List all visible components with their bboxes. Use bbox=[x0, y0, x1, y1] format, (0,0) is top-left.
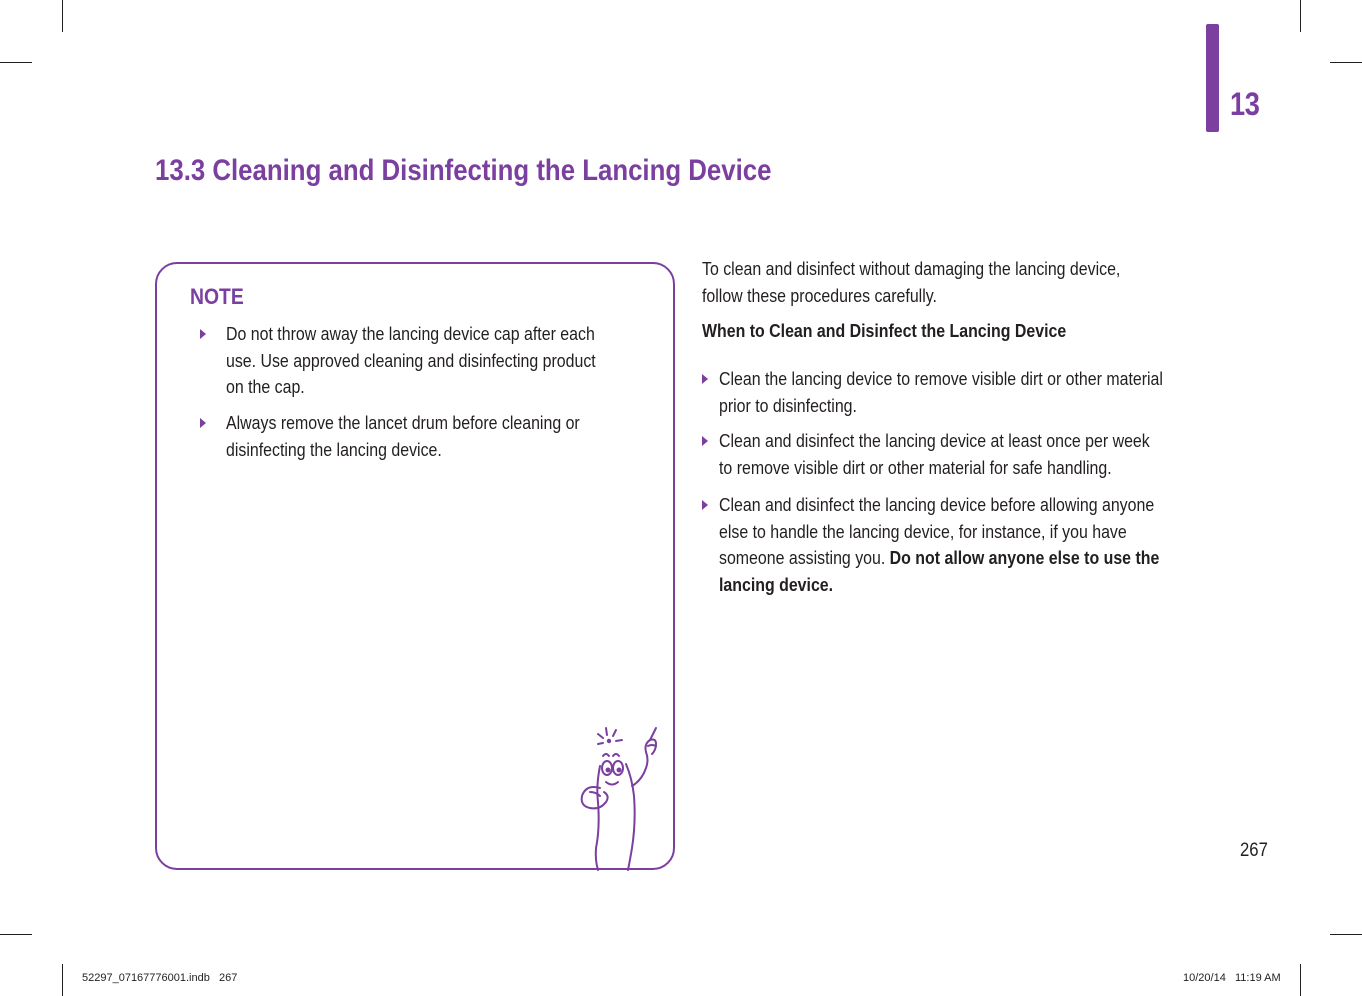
bullet-arrow-icon bbox=[200, 329, 206, 339]
subheading: When to Clean and Disinfect the Lancing Device bbox=[702, 320, 1067, 341]
chapter-number: 13 bbox=[1230, 86, 1260, 122]
warning-text: Do not allow anyone else to use the bbox=[889, 547, 1160, 568]
section-title: 13.3 Cleaning and Disinfecting the Lancing Device bbox=[155, 154, 772, 187]
note-item-line: disinfecting the lancing device. bbox=[226, 438, 442, 460]
warning-text: lancing device. bbox=[719, 573, 834, 595]
intro-line: To clean and disinfect without damaging the lancing device, bbox=[702, 258, 1121, 279]
list-item bbox=[702, 366, 1235, 419]
chapter-tab-bar bbox=[1206, 24, 1219, 132]
crop-mark bbox=[0, 934, 32, 935]
crop-mark bbox=[1300, 964, 1301, 996]
note-item-line: use. Use approved cleaning and disinfecting product bbox=[226, 349, 596, 371]
intro-paragraph bbox=[702, 256, 1120, 309]
list-item-line bbox=[719, 545, 1159, 572]
page-number: 267 bbox=[1240, 840, 1268, 861]
list-item-line: prior to disinfecting. bbox=[719, 394, 857, 416]
note-item bbox=[200, 321, 656, 401]
list-item-line: to remove visible dirt or other material for safe handling. bbox=[719, 456, 1112, 478]
list-item-text: someone assisting you. bbox=[719, 547, 890, 568]
crop-mark bbox=[62, 0, 63, 32]
list-item bbox=[702, 492, 1231, 598]
crop-mark bbox=[0, 62, 32, 63]
note-item-line: on the cap. bbox=[226, 376, 305, 397]
crop-mark bbox=[1330, 934, 1362, 935]
list-item-line: Clean and disinfect the lancing device before allowing anyone bbox=[719, 494, 1155, 515]
crop-mark bbox=[1300, 0, 1301, 32]
crop-mark bbox=[1330, 62, 1362, 63]
bullet-arrow-icon bbox=[702, 500, 708, 510]
file-slug: 52297_07167776001.indb 267 bbox=[82, 972, 238, 984]
note-item-line: Do not throw away the lancing device cap after each bbox=[226, 323, 595, 344]
list-item-line: Clean the lancing device to remove visible dirt or other material bbox=[719, 368, 1163, 389]
list-item-line: else to handle the lancing device, for instance, if you have bbox=[719, 520, 1127, 542]
list-item bbox=[702, 428, 1220, 481]
thinking-figure-icon bbox=[576, 726, 672, 872]
note-title: NOTE bbox=[190, 284, 244, 309]
note-item bbox=[200, 410, 637, 463]
print-timestamp: 10/20/14 11:19 AM bbox=[1183, 972, 1281, 984]
intro-line: follow these procedures carefully. bbox=[702, 284, 937, 306]
crop-mark bbox=[62, 964, 63, 996]
list-item-line bbox=[719, 572, 1159, 599]
list-item-line: Clean and disinfect the lancing device at least once per week bbox=[719, 430, 1150, 451]
note-item-line: Always remove the lancet drum before cleaning or bbox=[226, 412, 580, 433]
bullet-arrow-icon bbox=[200, 418, 206, 428]
bullet-arrow-icon bbox=[702, 374, 708, 384]
bullet-arrow-icon bbox=[702, 436, 708, 446]
